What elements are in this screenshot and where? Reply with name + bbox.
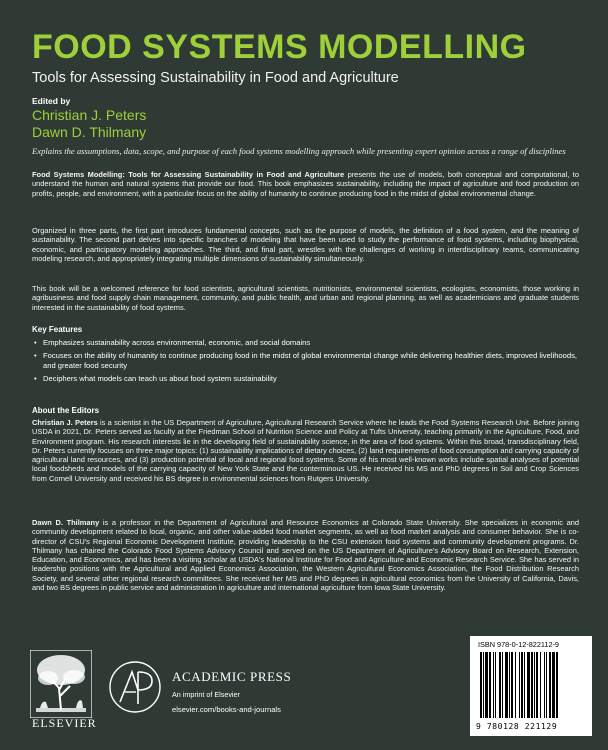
bullet-icon: •	[34, 338, 37, 347]
feature-text: Focuses on the ability of humanity to continue producing food in the midst of global environmental change while delivering healthier diets, improved livelihoods, and greater food security	[43, 351, 577, 370]
barcode-bar	[524, 652, 525, 718]
barcode-bar	[485, 652, 488, 718]
barcode-bar	[527, 652, 530, 718]
barcode-bar	[519, 652, 520, 718]
feature-text: Emphasizes sustainability across environmental, economic, and social domains	[43, 338, 311, 347]
barcode-icon	[478, 652, 584, 720]
key-features-heading: Key Features	[32, 325, 83, 334]
barcode-bar	[502, 652, 503, 718]
editor-name: Christian J. Peters	[32, 107, 147, 123]
academic-press-logo	[108, 660, 162, 714]
elsevier-wordmark: ELSEVIER	[32, 716, 97, 730]
feature-text: Deciphers what models can teach us about food system sustainability	[43, 374, 277, 384]
barcode-bar	[544, 652, 545, 718]
elsevier-tree-logo	[30, 650, 92, 718]
barcode-bar	[556, 652, 558, 718]
bio-name: Dawn D. Thilmany	[32, 518, 100, 527]
description-paragraph: This book will be a welcomed reference for food scientists, agricultural scientists, nutritionists, environmental scientists, ecologists, economists, those working in agribusiness and food supply chain management, community, and public health, and urban and regional planning, as well as academicians and graduate students interested in the sustainability of food systems.	[32, 284, 579, 312]
barcode-bar	[483, 652, 484, 718]
publisher-url[interactable]: elsevier.com/books-and-journals	[172, 705, 281, 714]
barcode-bar	[499, 652, 501, 718]
edited-by-label: Edited by	[32, 96, 71, 106]
book-title: FOOD SYSTEMS MODELLING	[32, 28, 527, 66]
barcode-bar	[521, 652, 523, 718]
list-item	[32, 338, 577, 347]
list-item	[32, 374, 577, 383]
editor-bio	[32, 518, 579, 592]
bio-text: is a professor in the Department of Agricultural and Resource Economics at Colorado State University. She specializes in economic and community development related to local, organic, and other value-added food market segments, as well as food market analysis and consumer behavior. She is co-director of CSU's Regional Economic Development Institute, providing leadership to the CSU extension food systems and community development programs. Dr. Thilmany has chaired the Colorado Food Systems Advisory Council and served on the US Department of Agriculture's Advisory Board on Research, Extension, Education, and Economics, and has been a visiting scholar at USDA's National Institute for Food and Agriculture and Economic Research Service. She has served in leadership positions with the Agricultural and Applied Economics Association, the Western Agricultural Economics Association, the Food Distribution Research Society, and several other regional research committees. She received her MS and PhD degrees in agricultural economics from the University of California, Davis, and two BS degrees in public service and administration in agriculture and international agriculture from Iowa State University.	[32, 518, 579, 593]
barcode-bar	[511, 652, 513, 718]
barcode-bar	[549, 652, 551, 718]
barcode-bar	[495, 652, 496, 718]
description-paragraph: Organized in three parts, the first part introduces fundamental concepts, such as the purpose of models, the definition of a food system, and the meaning of sustainability. The second part delves into specific branches of modeling that have been used to study the performance of food systems, including biophysical, economic, and participatory modeling approaches. The third, and final part, wrestles with the challenges of working in interdisciplinary teams, communicating modeling research, and appropriately integrating multiple dimensions of sustainability simultaneously.	[32, 226, 579, 263]
lead-statement: Explains the assumptions, data, scope, and purpose of each food systems modelling approach while presenting expert opinion across a range of disciplines	[32, 146, 566, 156]
barcode-digits: 9 780128 221129	[476, 722, 558, 731]
barcode-bar	[546, 652, 547, 718]
description-text: presents the use of models, both conceptual and computational, to understand the human and natural systems that provide our food. This book emphasizes sustainability, including the impact of agriculture and food production on profits, people, and environment, with a particular focus on the ability of humanity to continue producing food in the midst of global environmental change.	[32, 170, 579, 198]
barcode-bar	[540, 652, 541, 718]
barcode-bar	[536, 652, 538, 718]
barcode-bar	[505, 652, 508, 718]
list-item	[32, 351, 577, 370]
barcode-bar	[531, 652, 533, 718]
barcode-bar	[493, 652, 494, 718]
barcode-bar	[489, 652, 491, 718]
barcode-bar	[552, 652, 555, 718]
book-title-inline: Food Systems Modelling: Tools for Assessing Sustainability in Food and Agriculture	[32, 170, 345, 179]
bio-name: Christian J. Peters	[32, 418, 98, 427]
editor-name: Dawn D. Thilmany	[32, 124, 147, 140]
publisher-name: ACADEMIC PRESS	[172, 669, 292, 684]
barcode-bar	[509, 652, 510, 718]
publisher-imprint: An imprint of Elsevier	[172, 690, 240, 699]
book-subtitle: Tools for Assessing Sustainability in Food and Agriculture	[32, 70, 399, 86]
bio-text: is a scientist in the US Department of Agriculture, Agricultural Research Service where he leads the Food Systems Research Unit. Before joining USDA in 2021, Dr. Peters served as faculty at the Friedman School of Nutrition Science and Policy at Tufts University, teaching primarily in the Agriculture, Food, and Environment program. His research interests lie in the developing field of sustainability science, in the area of food systems. Within this broad, transdisciplinary field, Dr. Peters currently focuses on three major topics: (1) sustainability implications of dietary choices, (2) land requirements of food consumption and carrying capacity of agricultural land resources, and (3) production potential of local and regional food systems. Some of his most well-known works include spatial analyses of potential local foodsheds and models of the carrying capacity of New York State and the conterminous US. He received his MS and PhD degrees in Soil and Crop Sciences from Cornell University and received his BS degree in environmental sciences from Rutgers University.	[32, 418, 579, 483]
about-editors-heading: About the Editors	[32, 406, 100, 415]
description-paragraph	[32, 170, 579, 198]
editor-bio	[32, 418, 579, 483]
bullet-icon: •	[34, 374, 37, 384]
isbn-barcode	[470, 636, 592, 736]
barcode-bar	[480, 652, 482, 718]
bullet-icon: •	[34, 351, 37, 361]
key-features-list	[32, 338, 577, 388]
barcode-bar	[515, 652, 516, 718]
isbn-label: ISBN 978-0-12-822112-9	[478, 640, 559, 649]
barcode-bar	[534, 652, 535, 718]
